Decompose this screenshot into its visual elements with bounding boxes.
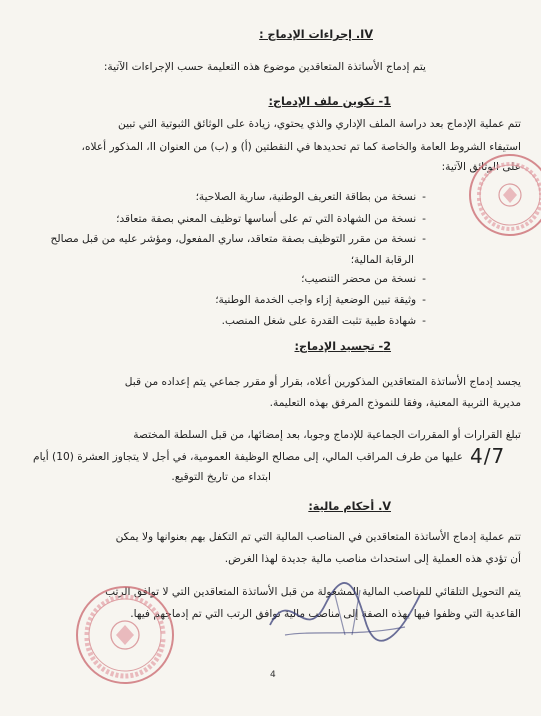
subsection-2-para-line: ابتداء من تاريخ التوقيع. bbox=[171, 471, 271, 483]
list-item bbox=[196, 190, 426, 204]
list-item bbox=[222, 314, 426, 328]
subsection-1-para-line: استيفاء الشروط العامة والخاصة كما تم تحديدها في النقطتين (أ) و (ب) من العنوان II، المذكور أعلاه، bbox=[81, 141, 521, 153]
section-4-intro: يتم إدماج الأساتذة المتعاقدين موضوع هذه التعليمة حسب الإجراءات الآتية: bbox=[103, 61, 426, 73]
section-5-para-line: يتم التحويل التلقائي للمناصب المالية المشغولة من قبل الأساتذة المتعاقدين التي لا توافق الرتب bbox=[105, 586, 521, 598]
list-item bbox=[301, 272, 426, 286]
list-item bbox=[51, 232, 426, 246]
list-item-text: وثيقة تبين الوضعية إزاء واجب الخدمة الوطنية؛ bbox=[215, 294, 417, 306]
section-5-title: V. أحكام مالية: bbox=[308, 500, 391, 513]
subsection-2-para-line: تبلغ القرارات أو المقررات الجماعية للإدماج وجوبا، بعد إمضائها، من قبل السلطة المختصة bbox=[133, 429, 521, 441]
subsection-2-para-line: عليها من طرف المراقب المالي، إلى مصالح الوظيفة العمومية، في أجل لا يتجاوز العشرة (10) أيام bbox=[33, 451, 463, 463]
bullet-dash: - bbox=[422, 213, 426, 225]
subsection-2-title: 2- تجسيد الإدماج: bbox=[294, 340, 391, 353]
official-stamp-icon bbox=[465, 150, 541, 240]
signature-icon bbox=[265, 575, 425, 655]
subsection-1-para-line: تتم عملية الإدماج بعد دراسة الملف الإداري والذي يحتوي، زيادة على الوثائق الثبوتية التي تبين bbox=[118, 118, 521, 130]
list-item bbox=[116, 212, 426, 226]
list-item-text: شهادة طبية تثبت القدرة على شغل المنصب. bbox=[221, 315, 417, 327]
section-5-para-line: القاعدية التي وظفوا فيها بهذه الصفة إلى مناصب مالية توافق الرتب التي تم إدماجهم فيها. bbox=[130, 608, 521, 620]
list-item-text: نسخة من بطاقة التعريف الوطنية، سارية الصلاحية؛ bbox=[195, 191, 417, 203]
bullet-dash: - bbox=[422, 315, 426, 327]
subsection-2-para-line: مديرية التربية المعنية، وفقا للنموذج المرفق بهذه التعليمة. bbox=[269, 397, 521, 409]
list-item-text: نسخة من محضر التنصيب؛ bbox=[301, 273, 417, 285]
list-item bbox=[215, 293, 426, 307]
official-stamp-icon bbox=[70, 580, 180, 690]
section-5-para-line: تتم عملية إدماج الأساتذة المتعاقدين في المناصب المالية التي تم التكفل بهم بعنوانها ولا يمكن bbox=[115, 531, 521, 543]
bullet-dash: - bbox=[422, 294, 426, 306]
subsection-1-title: 1- تكوين ملف الإدماج: bbox=[268, 95, 391, 108]
bullet-dash: - bbox=[422, 273, 426, 285]
list-item-text: نسخة من مقرر التوظيف بصفة متعاقد، ساري المفعول، ومؤشر عليه من قبل مصالح bbox=[50, 233, 417, 245]
subsection-2-para-line: يجسد إدماج الأساتذة المتعاقدين المذكورين أعلاه، بقرار أو مقرر جماعي يتم إعداده من قبل bbox=[124, 376, 521, 388]
section-4-title: IV. إجراءات الإدماج : bbox=[259, 28, 373, 41]
list-item-continuation: الرقابة المالية؛ bbox=[350, 254, 414, 266]
list-item-text: نسخة من الشهادة التي تم على أساسها توظيف المعني بصفة متعاقد؛ bbox=[116, 213, 417, 225]
page-number: 4 bbox=[270, 670, 276, 680]
bullet-dash: - bbox=[422, 233, 426, 245]
section-5-para-line: أن تؤدي هذه العملية إلى استحداث مناصب مالية جديدة لهذا الغرض. bbox=[224, 553, 521, 565]
subsection-1-para-line: على الوثائق الآتية: bbox=[441, 161, 521, 173]
margin-page-fraction: 4/7 bbox=[470, 444, 506, 468]
bullet-dash: - bbox=[422, 191, 426, 203]
